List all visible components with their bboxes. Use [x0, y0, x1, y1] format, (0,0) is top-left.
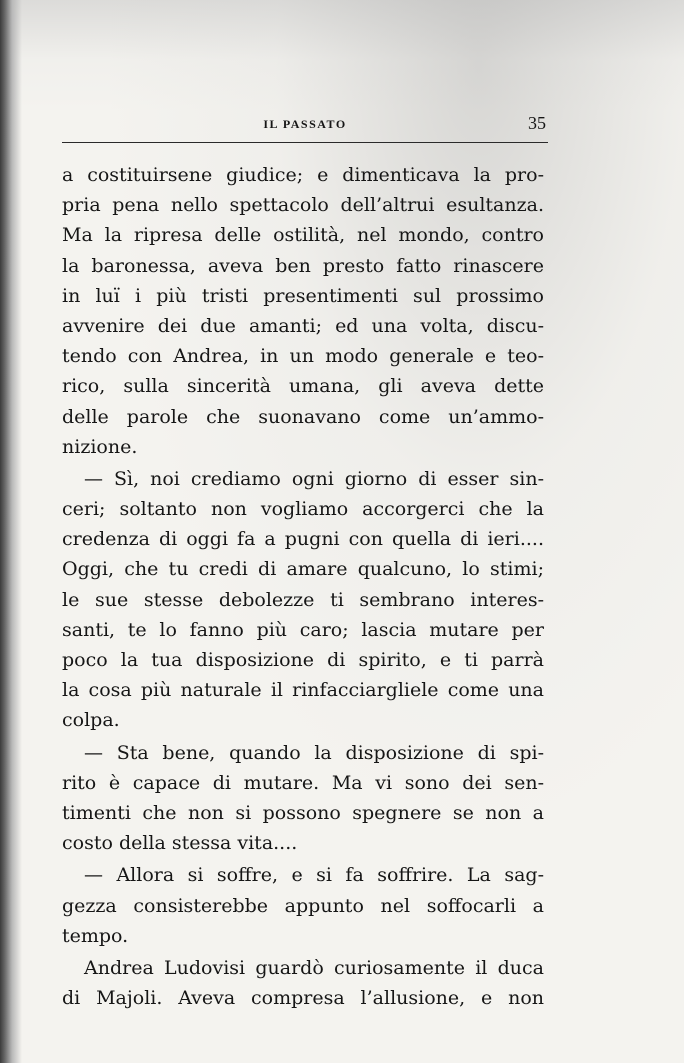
text-line: le sue stesse debolezze ti sembrano interes-: [62, 588, 544, 611]
paragraph: [62, 953, 544, 1013]
text-line: — Sì, noi crediamo ogni giorno di esser sin-: [84, 467, 544, 490]
paragraph: [62, 464, 544, 736]
text-line: a costituirsene giudice; e dimenticava la pro-: [62, 164, 544, 186]
text-line: santi, te lo fanno più caro; lascia mutare per: [62, 618, 544, 641]
text-line: credenza di oggi fa a pugni con quella di ieri....: [62, 528, 544, 551]
paragraph: [62, 738, 544, 859]
text-line: Andrea Ludovisi guardò curiosamente il duca: [84, 956, 544, 979]
text-line: la cosa più naturale il rinfacciargliele come una: [62, 679, 544, 702]
text-line: di Majoli. Aveva compresa l’allusione, e non: [62, 987, 544, 1010]
text-line: tendo con Andrea, in un modo generale e teo-: [62, 345, 544, 368]
text-line: nizione.: [62, 435, 138, 458]
text-line: in luï i più tristi presentimenti sul prossimo: [62, 284, 544, 307]
text-line: — Allora si soffre, e si fa soffrire. La sag-: [84, 864, 544, 887]
page-number: 35: [528, 113, 546, 133]
page-header: [62, 112, 548, 143]
text-line: pria pena nello spettacolo dell’altrui esultanza.: [62, 194, 544, 217]
text-line: timenti che non si possono spegnere se non a: [62, 801, 544, 824]
paragraph: [62, 860, 544, 951]
text-line: tempo.: [62, 924, 129, 947]
text-line: delle parole che suonavano come un’ammo-: [62, 405, 544, 428]
text-line: Oggi, che tu credi di amare qualcuno, lo stimi;: [62, 558, 544, 581]
text-line: poco la tua disposizione di spirito, e ti parrà: [62, 649, 544, 671]
text-line: avvenire dei due amanti; ed una volta, discu-: [62, 314, 544, 337]
text-line: la baronessa, aveva ben presto fatto rinascere: [62, 254, 544, 277]
text-line: ceri; soltanto non vogliamo accorgerci che la: [62, 498, 544, 521]
body-text: [62, 160, 544, 1013]
text-line: — Sta bene, quando la disposizione di spi-: [84, 741, 544, 764]
running-title: IL PASSATO: [263, 117, 347, 131]
text-line: colpa.: [62, 709, 120, 732]
binding-shadow: [0, 0, 22, 1063]
text-line: costo della stessa vita....: [62, 832, 298, 855]
text-line: rico, sulla sincerità umana, gli aveva dette: [62, 375, 544, 398]
text-line: gezza consisterebbe appunto nel soffocarli a: [62, 894, 544, 917]
paragraph: [62, 160, 544, 462]
text-line: rito è capace di mutare. Ma vi sono dei sen-: [62, 771, 544, 794]
text-line: Ma la ripresa delle ostilità, nel mondo, contro: [62, 224, 544, 247]
